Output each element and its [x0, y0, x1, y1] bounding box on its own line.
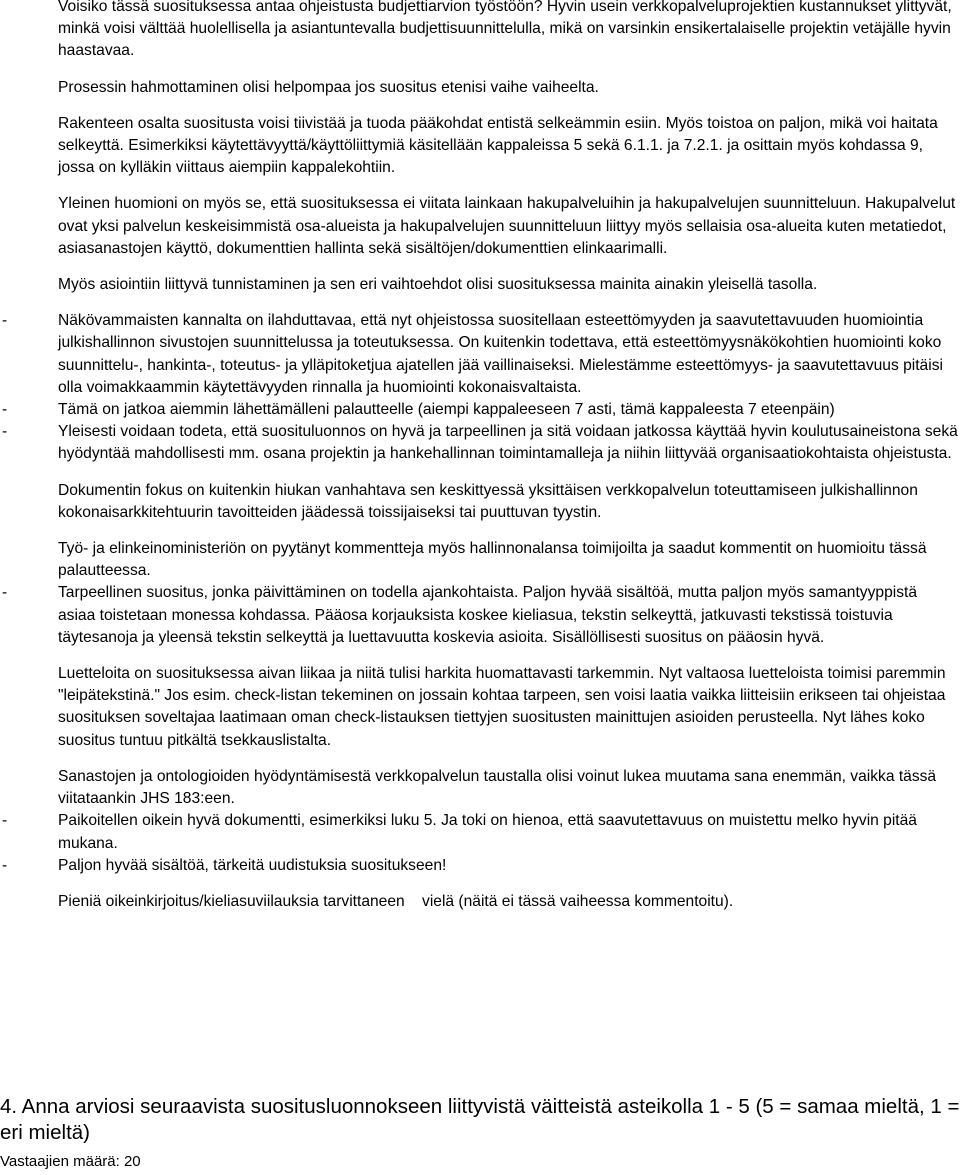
bullet-list-1 — [0, 310, 960, 465]
paragraph-spelling: Pieniä oikeinkirjoitus/kieliasuviilauksia tarvittaneen vielä (näitä ei tässä vaiheessa kommentoitu). — [58, 892, 734, 910]
list-item — [0, 421, 958, 465]
respondent-count: Vastaajien määrä: 20 — [0, 1153, 141, 1170]
bullet-dash: - — [2, 423, 8, 441]
list-item-text: Yleisesti voidaan todeta, että suosituluonnos on hyvä ja tarpeellinen ja sitä voidaan jatkossa käyttää hyvin koulutusaineistona sekä hyödyntää mahdollisesti mm. osana projektin ja hankehallinnan toimintamalleja ja niihin liittyvää organisaatiokohtaista ohjeistusta. — [58, 423, 958, 463]
list-item-text: Näkövammaisten kannalta on ilahduttavaa, että nyt ohjeistossa suositellaan esteettömyyden ja saavutettavuuden huomiointia julkishallinnon sivustojen suunnittelussa ja toteutuksessa. On kuitenkin todettava, että esteettömyysnäkökohtien huomiointi koko suunnittelu-, hankinta-, toteutus- ja ylläpitoketjua ajatellen jää vaillinaiseksi. Mielestämme esteettömyys- ja saavutettavuus pitäisi olla voimakkaammin käytettävyyden rinnalla ja huomiointi kokonaisvaltaista. — [58, 312, 943, 396]
list-item — [0, 855, 958, 877]
list-item-text: Tämä on jatkoa aiemmin lähettämälleni palautteelle (aiempi kappaleeseen 7 asti, tämä kappaleesta 7 eteenpäin) — [58, 401, 835, 419]
bullet-list-3 — [0, 810, 960, 877]
bullet-list-2 — [0, 582, 960, 649]
bullet-dash: - — [2, 812, 8, 830]
paragraph-vocabularies: Sanastojen ja ontologioiden hyödyntämisestä verkkopalvelun taustalla olisi voinut lukea muutama sana enemmän, vaikka tässä viitataankin JHS 183:een. — [58, 767, 937, 808]
list-item — [0, 810, 958, 854]
list-item — [0, 310, 958, 399]
bullet-dash: - — [2, 856, 8, 874]
list-item — [0, 582, 958, 649]
paragraph-focus: Dokumentin fokus on kuitenkin hiukan vanhahtava sen keskittyessä yksittäisen verkkopalvelun toteuttamiseen julkishallinnon kokonaisarkkitehtuurin tavoitteiden jäädessä toissijaiseksi tai puuttuvan tyystin. — [58, 481, 918, 521]
question-heading: 4. Anna arviosi seuraavista suositusluonnokseen liittyvistä väitteistä asteikolla 1 - 5 (5 = samaa mieltä, 1 = eri mieltä) — [0, 1095, 960, 1144]
list-item-text: Tarpeellinen suositus, jonka päivittäminen on todella ajankohtaista. Paljon hyvää sisältöä, mutta paljon myös samantyyppistä asiaa toistetaan monessa kohdassa. Pääosa korjauksista koskee kieliasua, tekstin selkeyttä, jatkuvasti tekstissä toistuvia täytesanoja ja yleensä tekstin selkeyttä ja luettavuutta koskevia asioita. Sisällöllisesti suositus on pääosin hyvä. — [58, 584, 918, 646]
paragraph-budget: Voisiko tässä suosituksessa antaa ohjeistusta budjettiarvion työstöön? Hyvin usein verkkopalveluprojektien kustannukset ylittyvät, minkä voisi välttää huolellisella ja asiantuntevalla budjettisuunnittelulla, mikä on varsinkin ensikertalaiselle projektin vetäjälle hyvin haastavaa. — [58, 0, 952, 60]
list-item-text: Paikoitellen oikein hyvä dokumentti, esimerkiksi luku 5. Ja toki on hienoa, että saavutettavuus on muistettu melko hyvin pitää mukana. — [58, 812, 917, 852]
paragraph-authentication: Myös asiointiin liittyvä tunnistaminen ja sen eri vaihtoehdot olisi suosituksessa mainita ainakin yleisellä tasolla. — [58, 276, 818, 294]
bullet-dash: - — [2, 312, 8, 330]
list-item — [0, 399, 958, 421]
paragraph-structure: Rakenteen osalta suositusta voisi tiivistää ja tuoda pääkohdat entistä selkeämmin esiin. Myös toistoa on paljon, mikä voi haitata selkeyttä. Esimerkiksi käytettävyyttä/käyttöliittymiä käsitellään kappaleissa 5 sekä 6.1.1. ja 7.2.1. ja osittain myös kohdassa 9, jossa on kylläkin viittaus aiempiin kappalekohtiin. — [58, 114, 938, 177]
bullet-dash: - — [2, 584, 8, 602]
bullet-dash: - — [2, 401, 8, 419]
list-item-text: Paljon hyvää sisältöä, tärkeitä uudistuksia suositukseen! — [58, 856, 447, 874]
paragraph-search-services: Yleinen huomioni on myös se, että suosituksessa ei viitata lainkaan hakupalveluihin ja hakupalvelujen suunnitteluun. Hakupalvelut ovat yksi palvelun keskeisimmistä osa-alueista ja hakupalvelujen suunnitteluun liittyy myös sellaisia osa-alueita kuten metatiedot, asiasanastojen käyttö, dokumenttien hallinta sekä sisältöjen/dokumenttien elinkaarimalli. — [58, 195, 956, 257]
paragraph-lists: Luetteloita on suosituksessa aivan liikaa ja niitä tulisi harkita huomattavasti tarkemmin. Nyt valtaosa luetteloista toimisi paremmin "leipätekstinä." Jos esim. check-listan tekeminen on jossain kohtaa tarpeen, sen voisi laatia vaikka liitteisiin erikseen tai ohjeistaa suosituksen soveltajaa laatimaan oman check-listauksen tiettyjen suositusten mainittujen asioiden perusteella. Nyt lähes koko suositus tuntuu pitkältä tsekkauslistalta. — [58, 665, 946, 749]
paragraph-process: Prosessin hahmottaminen olisi helpompaa jos suositus etenisi vaihe vaiheelta. — [58, 78, 599, 96]
paragraph-ministry: Työ- ja elinkeinoministeriön on pyytänyt kommentteja myös hallinnonalansa toimijoilta ja saadut kommentit on huomioitu tässä palautteessa. — [58, 540, 927, 580]
